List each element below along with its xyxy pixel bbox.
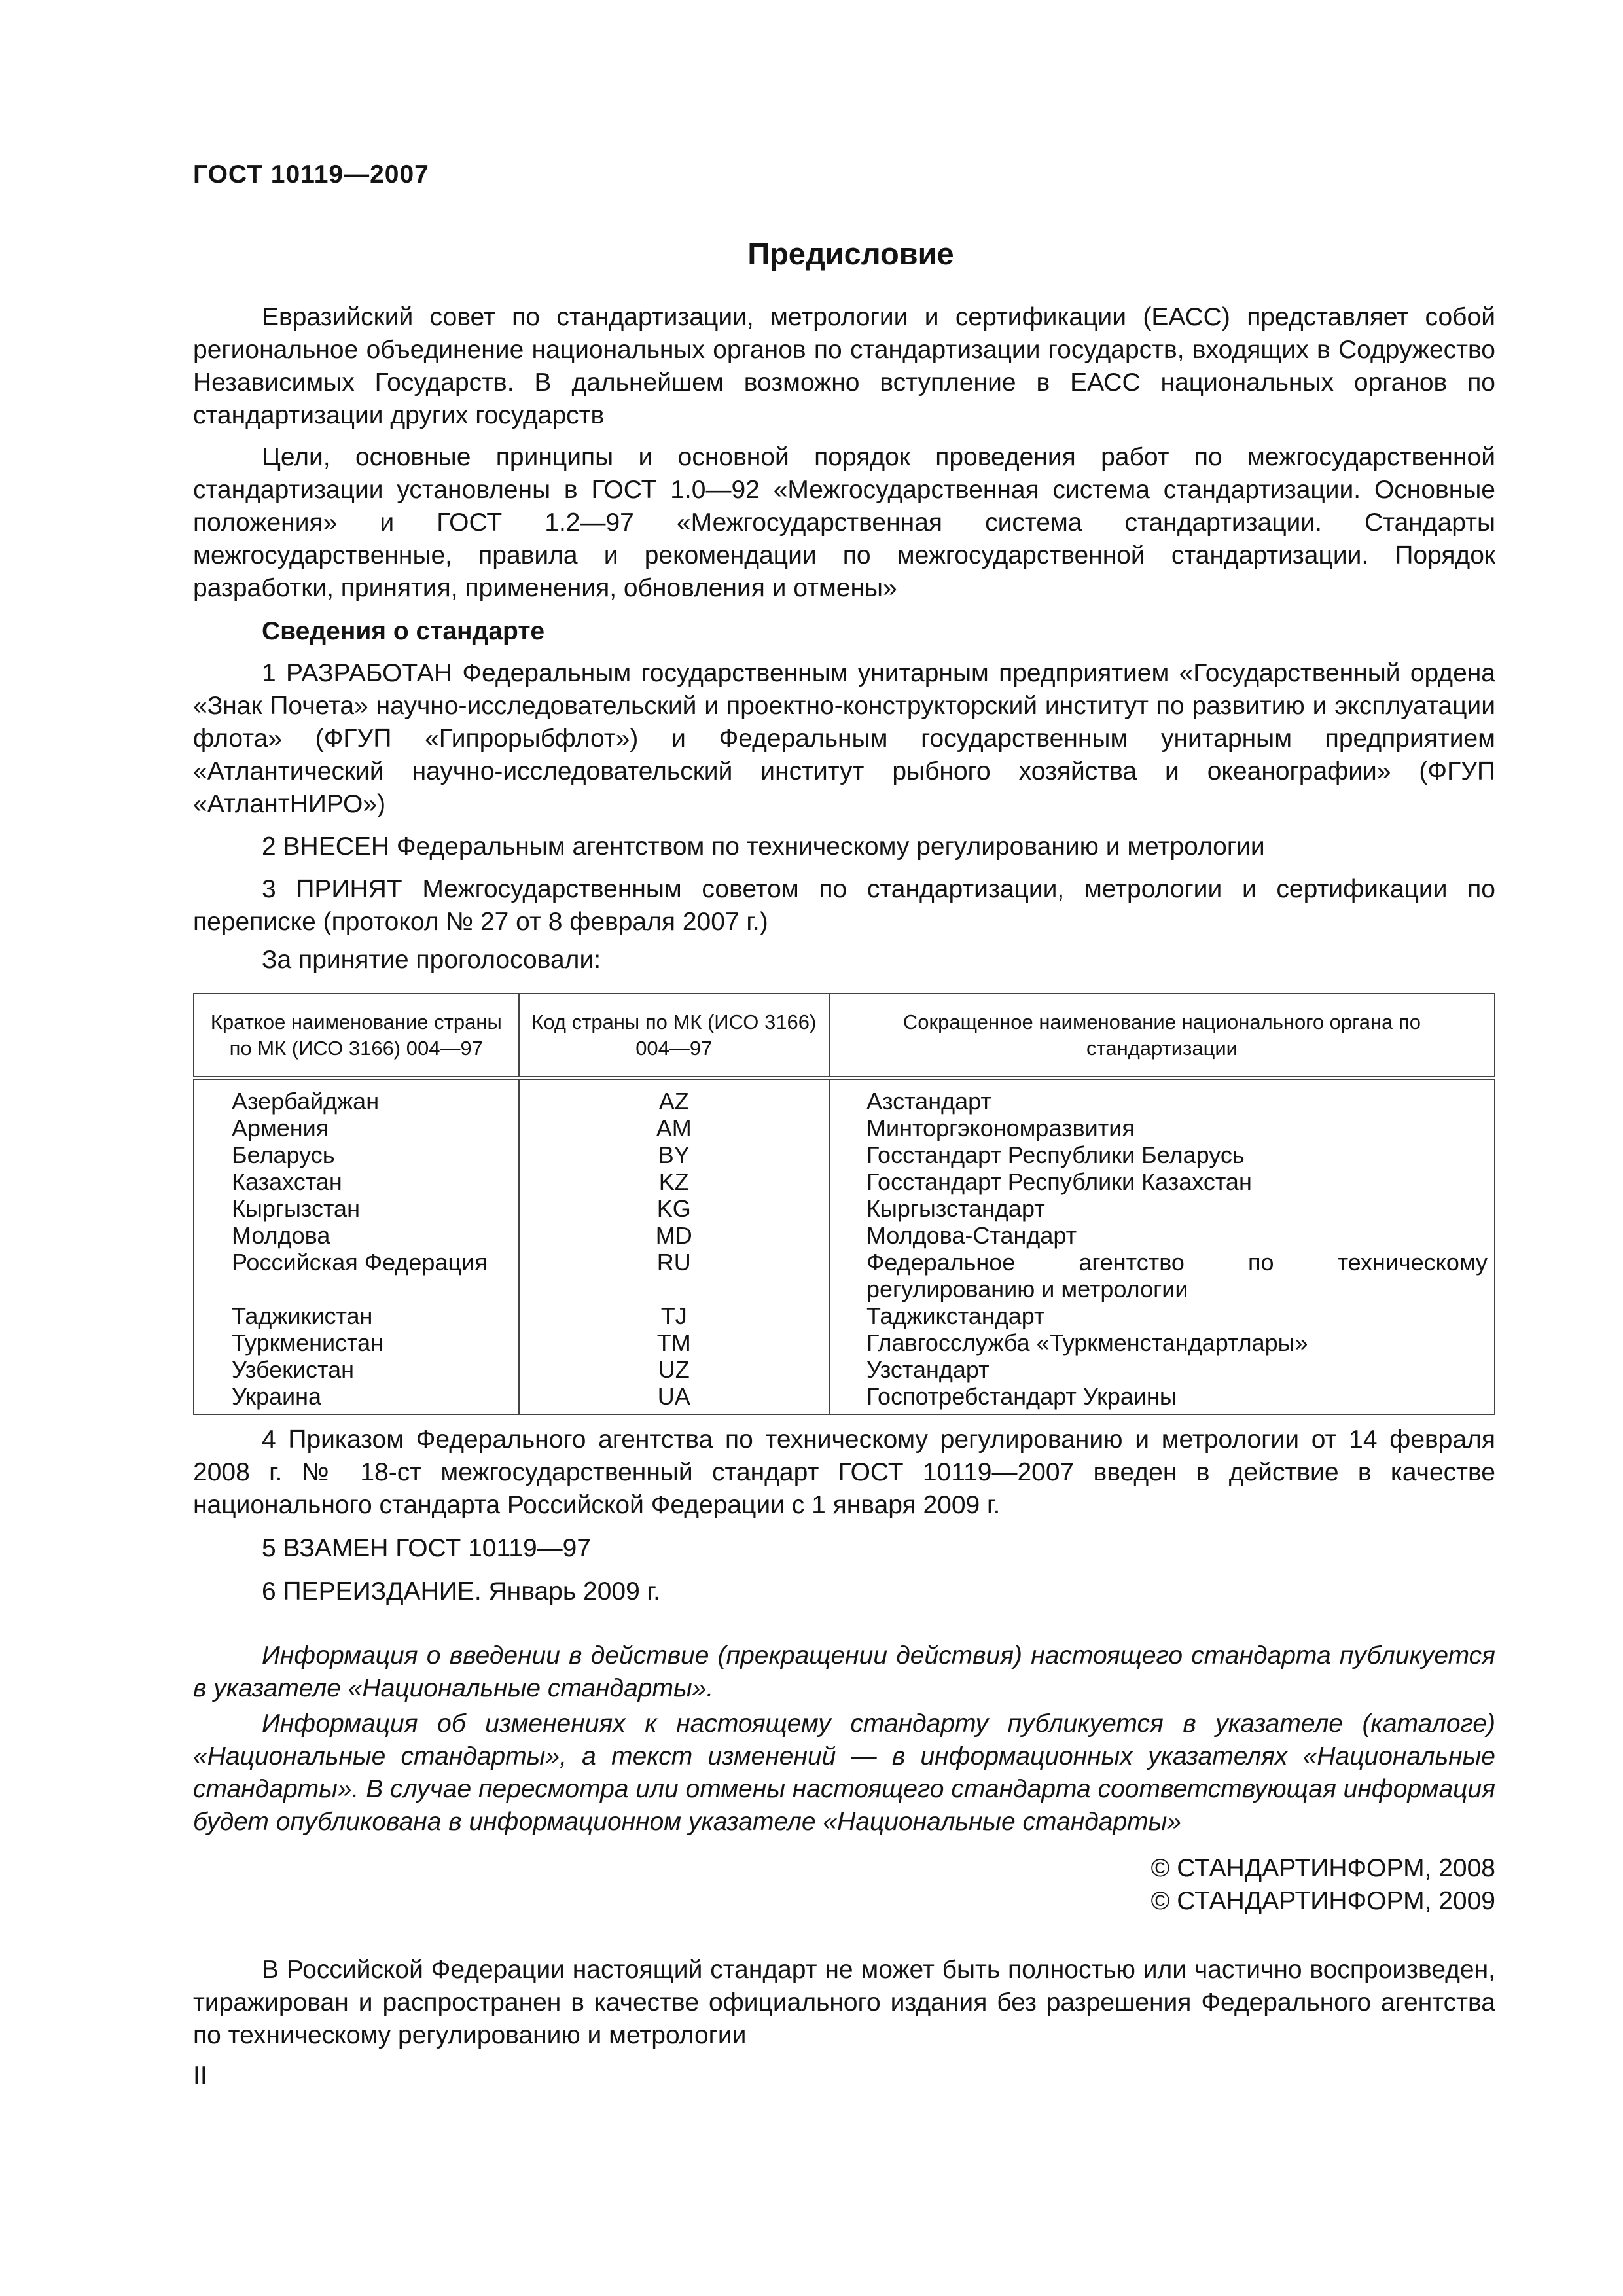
table-row <box>194 1302 1495 1329</box>
country-cell: Российская Федерация <box>194 1249 519 1302</box>
voting-table <box>193 993 1495 1415</box>
table-header-row <box>194 994 1495 1078</box>
body-cell: Главгосслужба «Туркменстандартлары» <box>829 1329 1495 1356</box>
table-row <box>194 1249 1495 1302</box>
body-cell: Госстандарт Республики Казахстан <box>829 1168 1495 1195</box>
code-cell: BY <box>519 1141 829 1168</box>
country-cell: Казахстан <box>194 1168 519 1195</box>
country-cell: Молдова <box>194 1222 519 1249</box>
info-section <box>193 615 1495 939</box>
notice-paragraph-2: Информация об изменениях к настоящему стандарту публикуется в указателе (каталоге) «Национальные стандарты», а текст изменений — в информационных указателях «Национальные стандарты». В случае пересмотра или отмены настоящего стандарта соответствующая информация будет опубликована в информационном указателе «Национальные стандарты» <box>193 1710 1495 1836</box>
info-heading: Сведения о стандарте <box>262 617 545 645</box>
info-item-4: 4 Приказом Федерального агентства по техническому регулированию и метрологии от 14 февраля 2008 г. № 18-ст межгосударственный стандарт ГОСТ 10119—2007 введен в действие в качестве национального стандарта Российской Федерации с 1 января 2009 г. <box>193 1426 1495 1519</box>
info-item-3: 3 ПРИНЯТ Межгосударственным советом по стандартизации, метрологии и сертификации по переписке (протокол № 27 от 8 февраля 2007 г.) <box>193 875 1495 936</box>
code-cell: RU <box>519 1249 829 1302</box>
table-row <box>194 1222 1495 1249</box>
country-cell: Таджикистан <box>194 1302 519 1329</box>
code-cell: KG <box>519 1195 829 1222</box>
country-cell: Беларусь <box>194 1141 519 1168</box>
table-row <box>194 1078 1495 1115</box>
column-header-body: Сокращенное наименование национального органа по стандартизации <box>829 994 1495 1078</box>
body-cell: Молдова-Стандарт <box>829 1222 1495 1249</box>
info-item-6: 6 ПЕРЕИЗДАНИЕ. Январь 2009 г. <box>262 1577 660 1605</box>
country-cell: Кыргызстан <box>194 1195 519 1222</box>
code-cell: UA <box>519 1383 829 1414</box>
body-cell: Госпотребстандарт Украины <box>829 1383 1495 1414</box>
code-cell: AM <box>519 1115 829 1141</box>
body-cell: Азстандарт <box>829 1078 1495 1115</box>
info-item-1: 1 РАЗРАБОТАН Федеральным государственным унитарным предприятием «Государственный ордена «Знак Почета» научно-исследовательский и проектно-конструкторский институт по развитию и эксплуатации флота» (ФГУП «Гипрорыбфлот») и Федеральным государственным унитарным предприятием «Атлантический научно-исследовательский институт рыбного хозяйства и океанографии» (ФГУП «АтлантНИРО») <box>193 659 1495 818</box>
info-item-2: 2 ВНЕСЕН Федеральным агентством по техническому регулированию и метрологии <box>262 833 1265 861</box>
column-header-code: Код страны по МК (ИСО 3166) 004—97 <box>519 994 829 1078</box>
body-cell: Федеральное агентство по техническому регулированию и метрологии <box>829 1249 1495 1302</box>
body-cell: Таджикстандарт <box>829 1302 1495 1329</box>
table-row <box>194 1195 1495 1222</box>
code-cell: AZ <box>519 1078 829 1115</box>
country-cell: Украина <box>194 1383 519 1414</box>
country-cell: Туркменистан <box>194 1329 519 1356</box>
copyright-block <box>1151 1852 1495 1918</box>
notice-paragraph-1: Информация о введении в действие (прекращении действия) настоящего стандарта публикуется в указателе «Национальные стандарты». <box>193 1641 1495 1702</box>
country-cell: Азербайджан <box>194 1078 519 1115</box>
info-item-5: 5 ВЗАМЕН ГОСТ 10119—97 <box>262 1534 592 1562</box>
document-header: ГОСТ 10119—2007 <box>193 160 429 188</box>
body-cell: Минторгэкономразвития <box>829 1115 1495 1141</box>
table-row <box>194 1115 1495 1141</box>
copyright-line-2: © СТАНДАРТИНФОРМ, 2009 <box>1150 1887 1495 1915</box>
body-cell: Госстандарт Республики Беларусь <box>829 1141 1495 1168</box>
reproduction-notice <box>193 1954 1495 2052</box>
reproduction-notice-text: В Российской Федерации настоящий стандарт не может быть полностью или частично воспроизведен, тиражирован и распространен в качестве официального издания без разрешения Федерального агентства по техническому регулированию и метрологии <box>193 1956 1495 2049</box>
page-title: Предисловие <box>747 236 954 271</box>
page-number: II <box>193 2062 207 2090</box>
info-section-continued <box>193 1424 1495 1608</box>
notices-section <box>193 1640 1495 1839</box>
code-cell: TM <box>519 1329 829 1356</box>
body-cell: Узстандарт <box>829 1356 1495 1383</box>
country-cell: Узбекистан <box>194 1356 519 1383</box>
table-row <box>194 1383 1495 1414</box>
table-row <box>194 1141 1495 1168</box>
code-cell: MD <box>519 1222 829 1249</box>
table-row <box>194 1356 1495 1383</box>
code-cell: TJ <box>519 1302 829 1329</box>
body-cell: Кыргызстандарт <box>829 1195 1495 1222</box>
vote-label: За принятие проголосовали: <box>262 946 601 974</box>
code-cell: UZ <box>519 1356 829 1383</box>
intro-section <box>193 301 1495 605</box>
intro-paragraph-1: Евразийский совет по стандартизации, метрологии и сертификации (ЕАСС) представляет собой региональное объединение национальных органов по стандартизации государств, входящих в Содружество Независимых Государств. В дальнейшем возможно вступление в ЕАСС национальных органов по стандартизации других государств <box>193 303 1495 429</box>
code-cell: KZ <box>519 1168 829 1195</box>
table-row <box>194 1168 1495 1195</box>
copyright-line-1: © СТАНДАРТИНФОРМ, 2008 <box>1150 1854 1495 1882</box>
table-row <box>194 1329 1495 1356</box>
country-cell: Армения <box>194 1115 519 1141</box>
column-header-country: Краткое наименование страны по МК (ИСО 3166) 004—97 <box>194 994 519 1078</box>
intro-paragraph-2: Цели, основные принципы и основной порядок проведения работ по межгосударственной стандартизации установлены в ГОСТ 1.0—92 «Межгосударственная система стандартизации. Основные положения» и ГОСТ 1.2—97 «Межгосударственная система стандартизации. Стандарты межгосударственные, правила и рекомендации по межгосударственной стандартизации. Порядок разработки, принятия, применения, обновления и отмены» <box>193 443 1495 602</box>
